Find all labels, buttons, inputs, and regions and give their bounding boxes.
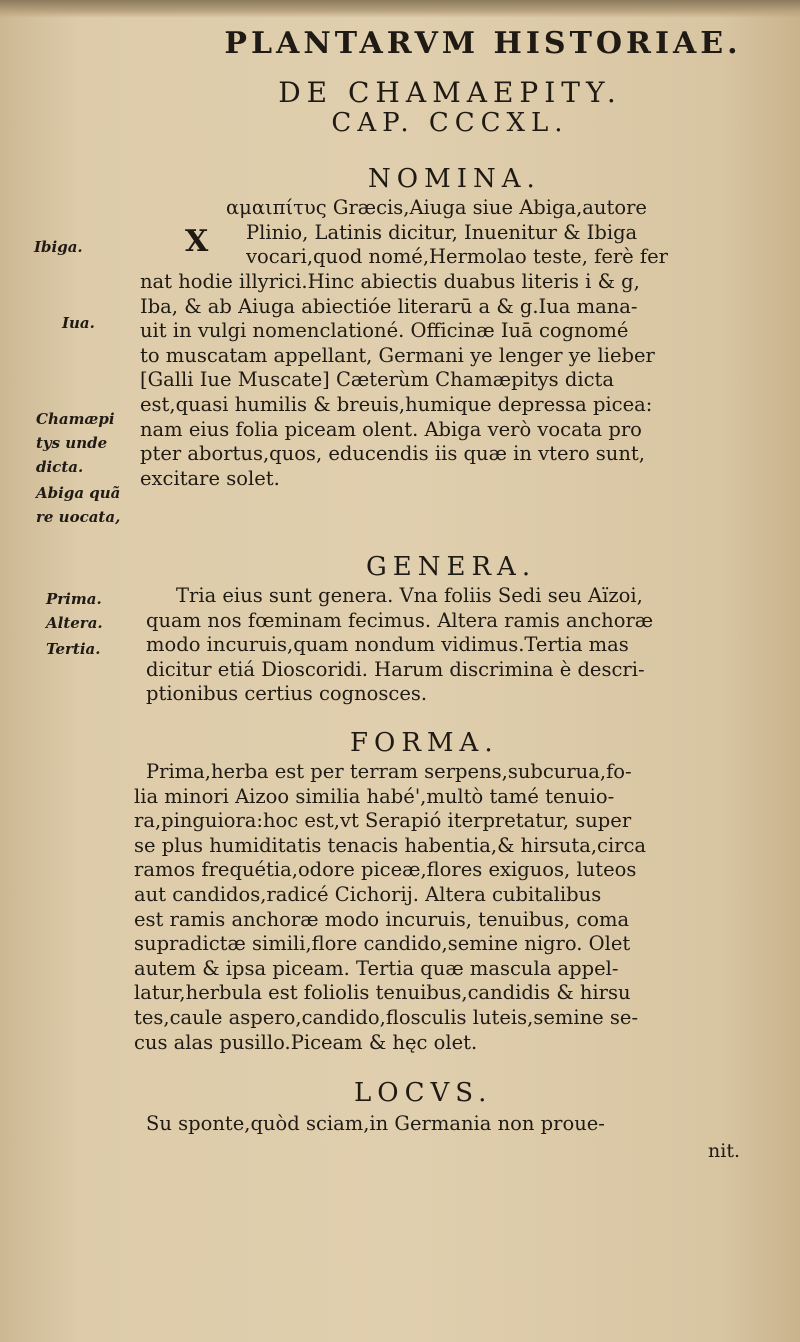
text-line: se plus humiditatis tenacis habentia,& hirsuta,circa: [134, 833, 647, 857]
section-heading-locus: LOCVS.: [354, 1078, 493, 1108]
margin-note: tys unde: [36, 434, 108, 452]
text-line: Iba, & ab Aiuga abiectióe literarū a & g.Iua mana-: [140, 294, 638, 318]
text-line: Prima,herba est per terram serpens,subcurua,fo-: [146, 760, 632, 783]
text-line: nam eius folia piceam olent. Abiga verò vocata pro: [140, 417, 642, 441]
text-line: pter abortus,quos, educendis iis quæ in vtero sunt,: [140, 442, 645, 466]
forma-paragraph: [134, 760, 734, 1055]
page-top-edge: [0, 0, 800, 18]
text-line: autem & ipsa piceam. Tertia quæ mascula appel-: [134, 956, 619, 980]
margin-note: Chamæpi: [36, 410, 115, 428]
genera-paragraph: [146, 584, 746, 707]
text-line: est,quasi humilis & breuis,humique depressa picea:: [140, 392, 653, 416]
chapter-number: CAP. CCCXL.: [331, 108, 569, 138]
margin-note: re uocata,: [36, 508, 121, 526]
text-line: est ramis anchoræ modo incuruis, tenuibus, coma: [134, 907, 630, 931]
text-line: modo incuruis,quam nondum vidimus.Tertia mas: [146, 633, 629, 657]
margin-note: Abiga quã: [36, 484, 121, 502]
text-line: cus alas pusillo.Piceam & hęc olet.: [134, 1030, 478, 1054]
text-line: supradictæ simili,flore candido,semine nigro. Olet: [134, 932, 631, 956]
running-head: PLANTARVM HISTORIAE.: [224, 26, 742, 61]
text-line: latur,herbula est foliolis tenuibus,candidis & hirsu: [134, 981, 631, 1005]
locus-paragraph: [146, 1112, 746, 1137]
section-heading-forma: FORMA.: [350, 728, 499, 758]
text-line: ramos frequétia,odore piceæ,flores exiguos, luteos: [134, 858, 637, 882]
chapter-title: DE CHAMAEPITY.: [278, 76, 622, 109]
text-line: Su sponte,quòd sciam,in Germania non proue-: [146, 1112, 605, 1135]
margin-note: Altera.: [46, 614, 103, 632]
margin-note: Ibiga.: [34, 238, 83, 256]
margin-note: dicta.: [36, 458, 84, 476]
text-line: nat hodie illyrici.Hinc abiectis duabus literis i & g,: [140, 270, 640, 293]
nomina-paragraph-a: [226, 196, 766, 270]
section-heading-genera: GENERA.: [366, 552, 537, 582]
drop-capital: X: [185, 224, 209, 259]
catchword: nit.: [708, 1140, 740, 1162]
margin-note: Prima.: [46, 590, 102, 608]
text-line: Tria eius sunt genera. Vna foliis Sedi seu Aïzoi,: [176, 584, 643, 607]
section-heading-nomina: NOMINA.: [368, 164, 541, 194]
text-line: excitare solet.: [140, 466, 280, 490]
text-line: dicitur etiá Dioscoridi. Harum discrimina è descri-: [146, 657, 645, 681]
text-line: αμαιπίτυς Græcis,Aiuga siue Abiga,autore: [226, 196, 647, 219]
text-line: quam nos fœminam fecimus. Altera ramis anchoræ: [146, 608, 654, 632]
nomina-paragraph-b: [140, 270, 740, 491]
text-line: uit in vulgi nomenclationé. Officinæ Iuā cognomé: [140, 319, 629, 343]
text-line: tes,caule aspero,candido,flosculis luteis,semine se-: [134, 1005, 639, 1029]
text-line: vocari,quod nomé,Hermolao teste, ferè fer: [246, 245, 669, 269]
text-line: ptionibus certius cognosces.: [146, 682, 428, 706]
margin-note: Iua.: [62, 314, 95, 332]
margin-note: Tertia.: [46, 640, 101, 658]
text-line: lia minori Aizoo similia habé',multò tamé tenuio-: [134, 784, 615, 808]
text-line: to muscatam appellant, Germani ye lenger ye lieber: [140, 343, 655, 367]
text-line: ra,pinguiora:hoc est,vt Serapió iterpretatur, super: [134, 809, 632, 833]
text-line: Plinio, Latinis dicitur, Inuenitur & Ibiga: [246, 220, 638, 244]
text-line: aut candidos,radicé Cichorij. Altera cubitalibus: [134, 882, 602, 906]
text-line: [Galli Iue Muscate] Cæterùm Chamæpitys dicta: [140, 368, 614, 392]
